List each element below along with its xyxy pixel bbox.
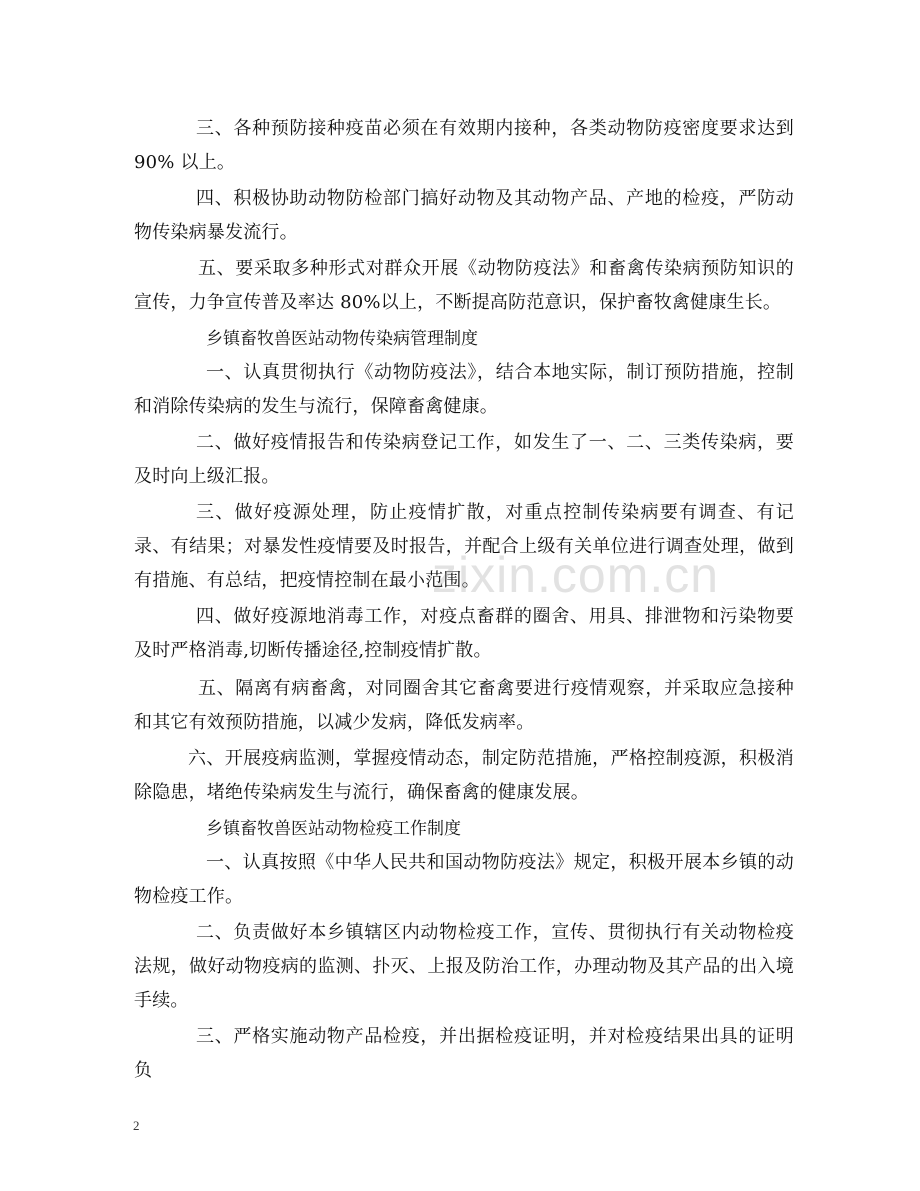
paragraph-vaccination: 三、各种预防接种疫苗必须在有效期内接种，各类动物防疫密度要求达到 90% 以上。 [134,118,794,173]
paragraph-inspection-assist: 四、积极协助动物防检部门搞好动物及其动物产品、产地的检疫，严防动物传染病暴发流行。 [134,188,794,243]
section-title-quarantine-work: 乡镇畜牧兽医站动物检疫工作制度 [206,819,461,839]
watermark: zixin.com.cn [432,547,720,603]
paragraph-s1-item-2: 二、做好疫情报告和传染病登记工作，如发生了一、二、三类传染病，要及时向上级汇报。 [134,432,794,487]
page-number: 2 [133,1118,140,1133]
paragraph-s1-item-3: 三、做好疫源处理，防止疫情扩散，对重点控制传染病要有调查、有记录、有结果；对暴发性疫情要及时报告，并配合上级有关单位进行调查处理，做到有措施、有总结，把疫情控制在最小范围。 [134,502,794,591]
paragraph-s1-item-1: 一、认真贯彻执行《动物防疫法》，结合本地实际，制订预防措施，控制和消除传染病的发生与流行，保障畜禽健康。 [134,362,794,417]
section-title-disease-management: 乡镇畜牧兽医站动物传染病管理制度 [206,329,478,349]
paragraph-s2-item-3: 三、严格实施动物产品检疫，并出据检疫证明，并对检疫结果出具的证明负 [134,1026,794,1081]
paragraph-publicity: 五、要采取多种形式对群众开展《动物防疫法》和畜禽传染病预防知识的宣传，力争宣传普及率达 80%以上，不断提高防范意识，保护畜牧禽健康生长。 [134,258,794,313]
paragraph-s1-item-4: 四、做好疫源地消毒工作，对疫点畜群的圈舍、用具、排泄物和污染物要及时严格消毒,切断传播途径,控制疫情扩散。 [134,606,794,661]
paragraph-s1-item-5: 五、隔离有病畜禽，对同圈舍其它畜禽要进行疫情观察，并采取应急接种和其它有效预防措施，以减少发病，降低发病率。 [134,678,794,733]
paragraph-s1-item-6: 六、开展疫病监测，掌握疫情动态，制定防范措施，严格控制疫源，积极消除隐患，堵绝传染病发生与流行，确保畜禽的健康发展。 [134,748,794,803]
paragraph-s2-item-2: 二、负责做好本乡镇辖区内动物检疫工作，宣传、贯彻执行有关动物检疫法规，做好动物疫病的监测、扑灭、上报及防治工作，办理动物及其产品的出入境手续。 [134,922,794,1011]
paragraph-s2-item-1: 一、认真按照《中华人民共和国动物防疫法》规定，积极开展本乡镇的动物检疫工作。 [134,852,794,907]
